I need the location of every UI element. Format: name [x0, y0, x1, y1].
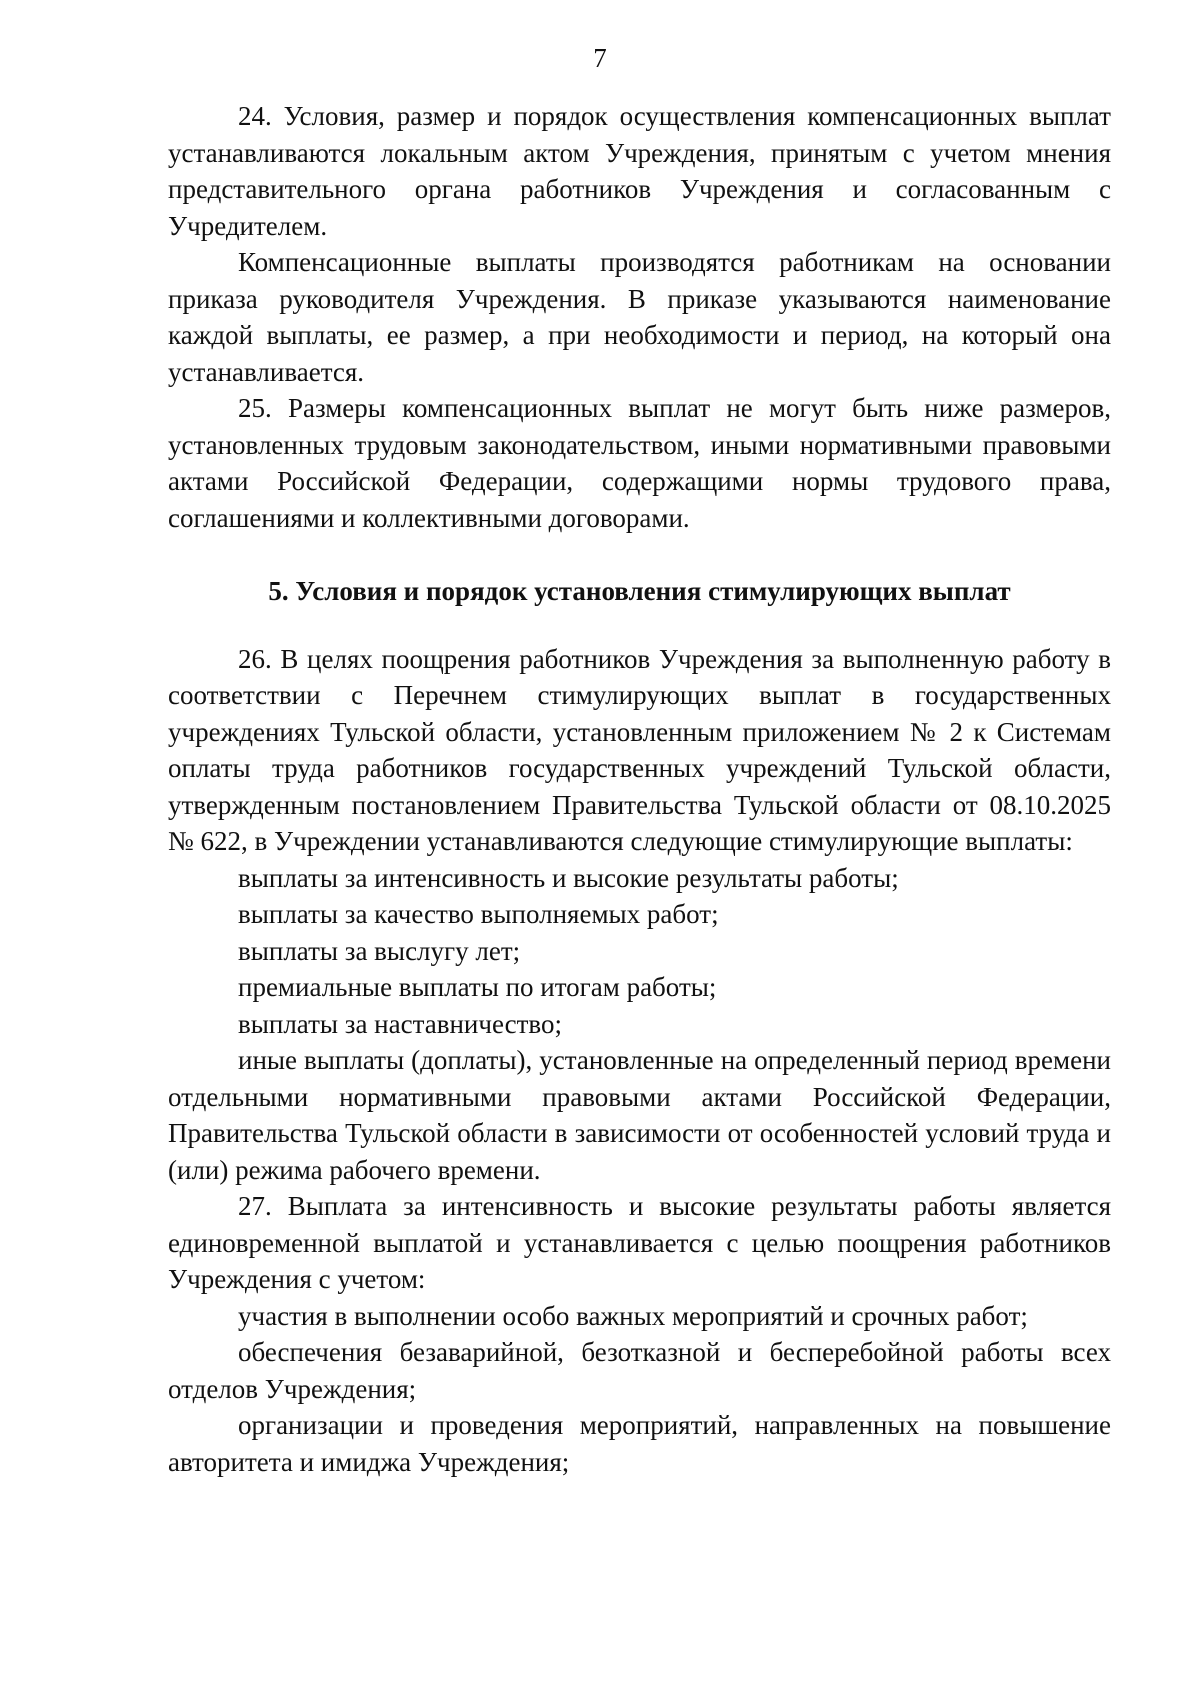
criteria-item: участия в выполнении особо важных мероприятий и срочных работ;	[238, 1300, 1028, 1331]
paragraph-24: 24. Условия, размер и порядок осуществления компенсационных выплат устанавливаются локальным актом Учреждения, принятым с учетом мнения представительного органа работников Учреждения и согласованным с Учредителем.	[168, 101, 1111, 241]
paragraph-compensation-order: Компенсационные выплаты производятся работникам на основании приказа руководителя Учреждения. В приказе указываются наименование каждой выплаты, ее размер, а при необходимости и период, на который она устанавливается.	[168, 247, 1111, 387]
section-heading: 5. Условия и порядок установления стимулирующих выплат	[268, 576, 1011, 606]
payment-type-item: премиальные выплаты по итогам работы;	[238, 972, 717, 1002]
paragraph-26: 26. В целях поощрения работников Учреждения за выполненную работу в соответствии с Перечнем стимулирующих выплат в государственных учреждениях Тульской области, установленным приложением № 2 к Системам оплаты труда работников государственных учреждений Тульской области, утвержденным постановлением Правительства Тульской области от 08.10.2025 № 622, в Учреждении устанавливаются следующие стимулирующие выплаты:	[168, 643, 1111, 856]
payment-type-item: иные выплаты (доплаты), установленные на определенный период времени отдельными нормативными правовыми актами Российской Федерации, Правительства Тульской области в зависимости от особенностей условий труда и (или) режима рабочего времени.	[168, 1045, 1111, 1185]
payment-type-item: выплаты за наставничество;	[238, 1008, 562, 1039]
criteria-item: организации и проведения мероприятий, направленных на повышение авторитета и имиджа Учреждения;	[168, 1410, 1111, 1477]
criteria-item: обеспечения безаварийной, безотказной и бесперебойной работы всех отделов Учреждения;	[168, 1337, 1111, 1404]
payment-type-item: выплаты за выслугу лет;	[238, 935, 521, 966]
payment-type-item: выплаты за качество выполняемых работ;	[238, 899, 719, 929]
document-body	[168, 98, 1111, 1480]
payment-type-item: выплаты за интенсивность и высокие результаты работы;	[238, 862, 899, 893]
paragraph-25: 25. Размеры компенсационных выплат не могут быть ниже размеров, установленных трудовым законодательством, иными нормативными правовыми актами Российской Федерации, содержащими нормы трудового права, соглашениями и коллективными договорами.	[168, 393, 1111, 533]
page-number: 7	[593, 43, 607, 73]
paragraph-27: 27. Выплата за интенсивность и высокие результаты работы является единовременной выплатой и устанавливается с целью поощрения работников Учреждения с учетом:	[168, 1191, 1111, 1294]
